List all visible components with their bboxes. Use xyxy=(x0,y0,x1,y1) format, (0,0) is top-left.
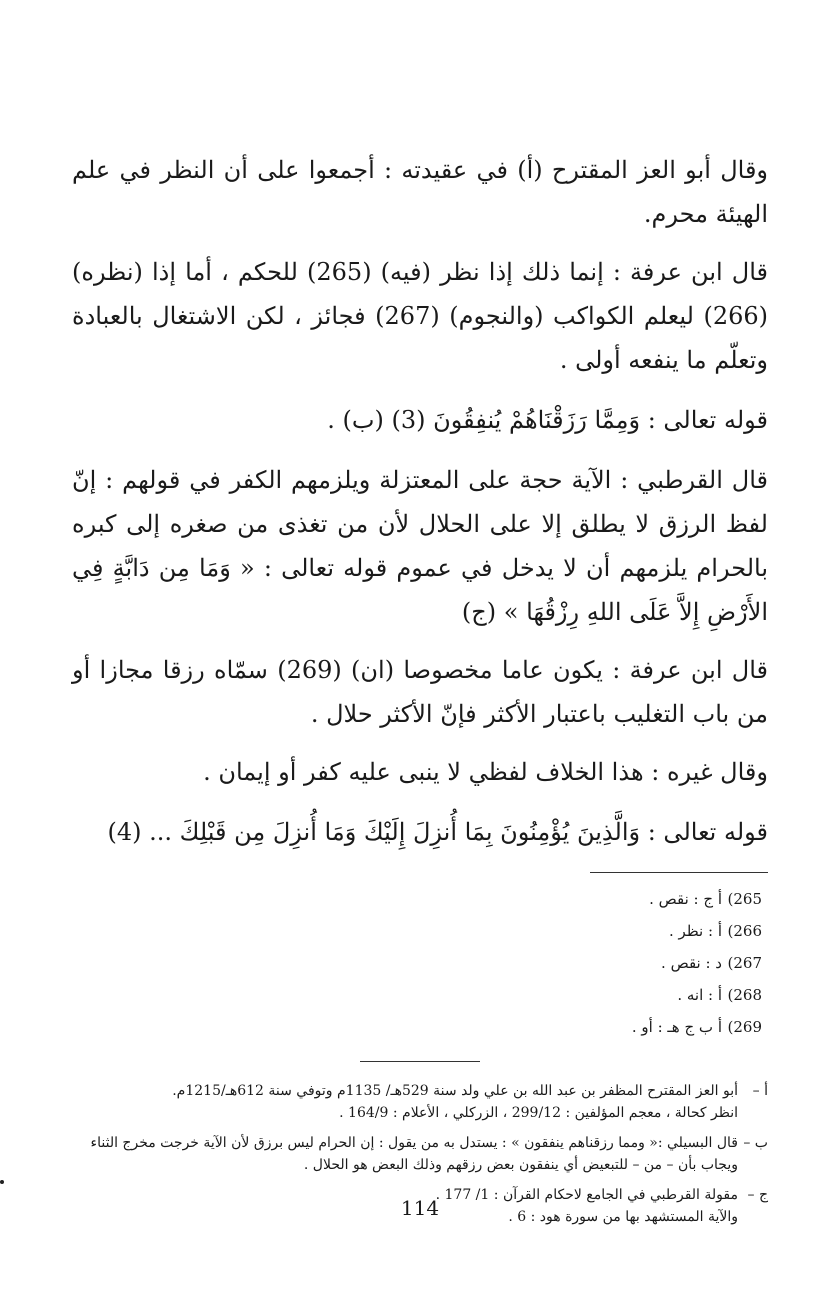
footnote-number: 265) xyxy=(727,890,762,908)
footnote-number: 268) xyxy=(727,986,762,1004)
note-item xyxy=(72,1132,768,1176)
footnote-text: أ ج : نقص . xyxy=(649,890,722,908)
note-line: قال البسيلي :« ومما رزقناهم ينفقون » : يستدل به من يقول : إن الحرام ليس برزق لأن الآية خرجت مخرج الثناء ويجاب بأن – من – للتبعيض أي ينفقون بعض رزقهم وذلك البعض هو الحلال . xyxy=(90,1135,738,1173)
paragraph-ghayruh: وقال غيره : هذا الخلاف لفظي لا ينبى عليه كفر أو إيمان . xyxy=(203,758,768,786)
footnote-item xyxy=(72,1011,762,1043)
note-line: والآية المستشهد بها من سورة هود : 6 . xyxy=(508,1209,738,1225)
footnote-number: 267) xyxy=(727,954,762,972)
verse-quote-1: قوله تعالى : وَمِمَّا رَزَقْنَاهُمْ يُنفِقُونَ (3) (ب) . xyxy=(327,406,768,434)
scan-edge-mark xyxy=(0,1180,4,1184)
footnote-item xyxy=(72,915,762,947)
paragraph-ibn-arafa-2: قال ابن عرفة : يكون عاما مخصوصا (ان) (269) سمّاه رزقا مجازا أو من باب التغليب باعتبار الأكثر فإنّ الأكثر حلال . xyxy=(72,656,769,728)
note-line: مقولة القرطبي في الجامع لاحكام القرآن : 1/ 177 . xyxy=(435,1187,738,1203)
page-number: 114 xyxy=(400,1196,440,1220)
notes-divider xyxy=(360,1061,480,1062)
footnote-number: 266) xyxy=(727,922,762,940)
footnote-text: أ ب ج هـ : أو . xyxy=(631,1018,722,1036)
numbered-footnotes xyxy=(72,883,768,1043)
paragraph-qurtubi: قال القرطبي : الآية حجة على المعتزلة ويلزمهم الكفر في قولهم : إنّ لفظ الرزق لا يطلق إلا على الحلال لأن من تغذى من صغره إلى كبره بالحرام يلزمهم أن لا يدخل في عموم قوله تعالى : « وَمَا مِن دَابَّةٍ فِي الأَرْضِ إِلاَّ عَلَى اللهِ رِزْقُهَا » (ج) xyxy=(72,466,769,626)
footnote-number: 269) xyxy=(727,1018,762,1036)
note-item xyxy=(72,1080,768,1124)
paragraph-abu-al-izz: وقال أبو العز المقترح (أ) في عقيدته : أجمعوا على أن النظر في علم الهيئة محرم. xyxy=(72,156,769,228)
footnote-text: أ : انه . xyxy=(677,986,722,1004)
paragraph-ibn-arafa-1: قال ابن عرفة : إنما ذلك إذا نظر (فيه) (265) للحكم ، أما إذا (نظره) (266) ليعلم الكواكب (والنجوم) (267) فجائز ، لكن الاشتغال بالعبادة وتعلّم ما ينفعه أولى . xyxy=(72,258,769,374)
page-body xyxy=(72,148,768,1236)
note-letter: أ – xyxy=(752,1083,768,1099)
note-letter: ج – xyxy=(747,1187,768,1203)
footnote-item xyxy=(72,947,762,979)
note-line: أبو العز المقترح المظفر بن عبد الله بن علي ولد سنة 529هـ/ 1135م وتوفي سنة 612هـ/1215م. xyxy=(172,1083,738,1099)
footnote-divider xyxy=(590,872,768,873)
footnote-text: أ : نظر . xyxy=(668,922,722,940)
verse-quote-2: قوله تعالى : وَالَّذِينَ يُؤْمِنُونَ بِمَا أُنزِلَ إِلَيْكَ وَمَا أُنزِلَ مِن قَبْلِكَ ... (4) xyxy=(107,818,768,846)
footnote-item xyxy=(72,979,762,1011)
footnote-text: د : نقص . xyxy=(661,954,722,972)
note-line: انظر كحالة ، معجم المؤلفين : 299/12 ، الزركلي ، الأعلام : 164/9 . xyxy=(339,1105,738,1121)
note-letter: ب – xyxy=(743,1135,768,1151)
footnote-item xyxy=(72,883,762,915)
